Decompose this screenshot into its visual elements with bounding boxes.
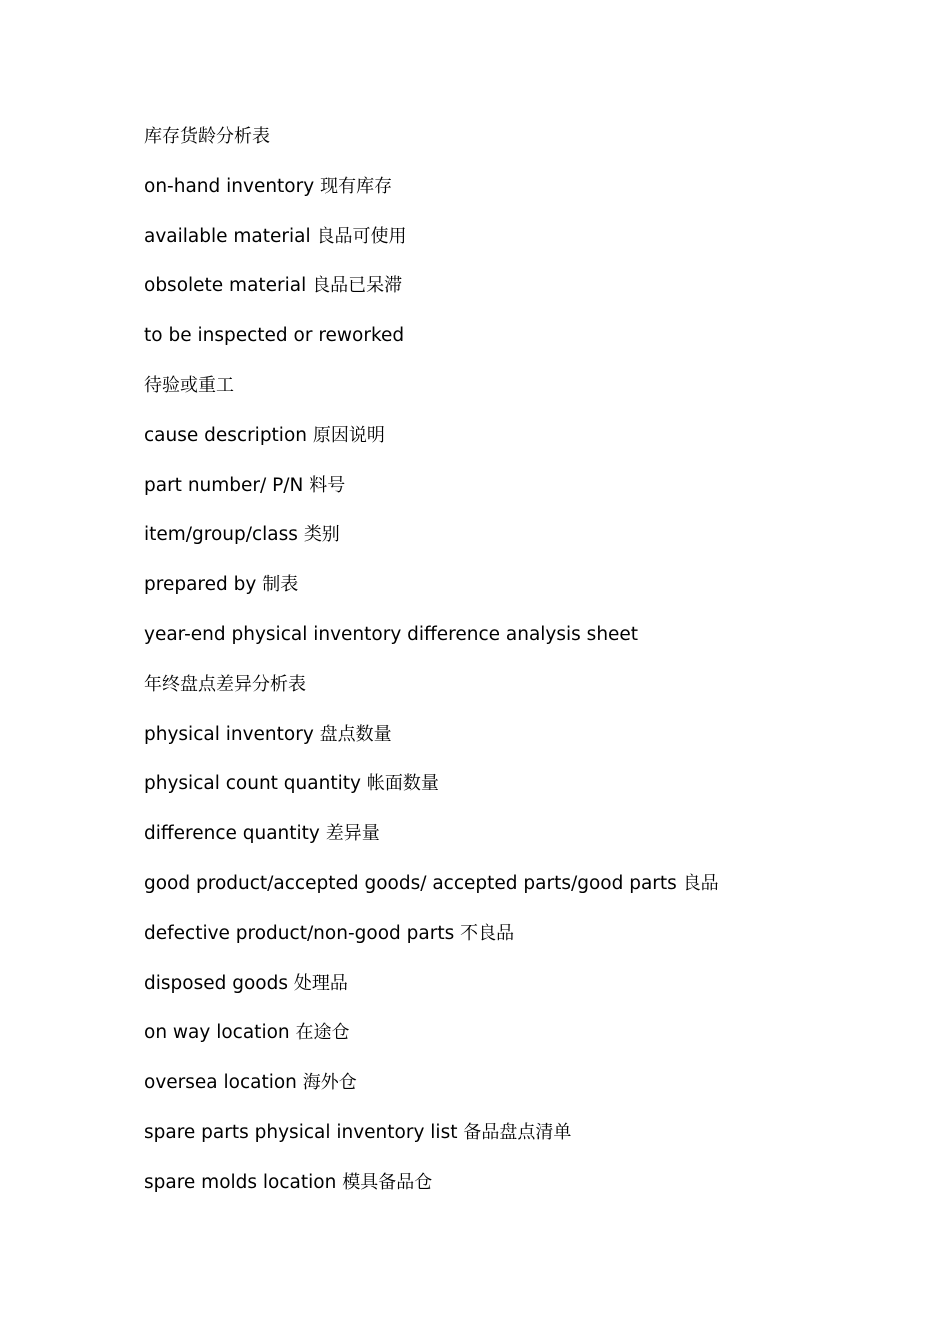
term-en: physical count quantity: [144, 773, 361, 795]
glossary-line: [144, 1118, 904, 1168]
term-en: spare molds location: [144, 1171, 337, 1193]
term-zh: 良品已呆滞: [312, 275, 403, 297]
glossary-line: [144, 1168, 904, 1218]
glossary-line: [144, 620, 904, 670]
term-en: physical inventory: [144, 723, 314, 745]
term-en: item/group/class: [144, 524, 298, 546]
glossary-line: [144, 222, 904, 272]
term-en: oversea location: [144, 1072, 297, 1094]
glossary-line: [144, 1018, 904, 1068]
term-zh: 原因说明: [312, 424, 385, 446]
term-en: disposed goods: [144, 972, 288, 994]
glossary-line: [144, 720, 904, 770]
term-en: year-end physical inventory difference analysis sheet: [144, 623, 639, 645]
glossary-line: [144, 969, 904, 1019]
term-en: cause description: [144, 424, 307, 446]
glossary-line: [144, 421, 904, 471]
term-en: obsolete material: [144, 275, 307, 297]
term-en: good product/accepted goods/ accepted parts/good parts: [144, 872, 677, 894]
glossary-line: [144, 271, 904, 321]
term-zh: 料号: [309, 474, 346, 496]
glossary-line: [144, 869, 904, 919]
glossary-line: [144, 520, 904, 570]
term-en: difference quantity: [144, 823, 320, 845]
term-zh: 帐面数量: [366, 773, 439, 795]
term-zh: 模具备品仓: [342, 1171, 433, 1193]
glossary-list: [144, 122, 904, 1218]
term-en: defective product/non-good parts: [144, 922, 455, 944]
term-zh: 类别: [303, 524, 340, 546]
glossary-line: [144, 1068, 904, 1118]
term-zh: 良品: [682, 872, 719, 894]
term-en: on way location: [144, 1022, 290, 1044]
term-zh: 库存货龄分析表: [144, 126, 270, 147]
term-zh: 现有库存: [320, 175, 393, 197]
term-zh: 备品盘点清单: [463, 1121, 572, 1143]
term-zh: 盘点数量: [319, 723, 392, 745]
glossary-line: [144, 819, 904, 869]
term-zh: 海外仓: [302, 1072, 357, 1094]
term-en: on-hand inventory: [144, 175, 315, 197]
glossary-line: [144, 122, 904, 172]
term-zh: 在途仓: [295, 1022, 350, 1044]
term-zh: 不良品: [460, 922, 515, 944]
term-zh: 制表: [262, 574, 299, 596]
term-zh: 待验或重工: [144, 374, 234, 396]
term-en: to be inspected or reworked: [144, 325, 405, 347]
term-en: part number/ P/N: [144, 474, 304, 496]
glossary-line: [144, 670, 904, 720]
term-zh: 年终盘点差异分析表: [144, 673, 306, 695]
glossary-line: [144, 919, 904, 969]
glossary-line: [144, 570, 904, 620]
term-zh: 处理品: [293, 972, 348, 994]
term-en: available material: [144, 225, 311, 247]
term-en: spare parts physical inventory list: [144, 1121, 458, 1143]
glossary-line: [144, 769, 904, 819]
glossary-line: [144, 321, 904, 371]
term-zh: 良品可使用: [316, 225, 407, 247]
term-en: prepared by: [144, 574, 257, 596]
term-zh: 差异量: [325, 823, 380, 845]
glossary-line: [144, 371, 904, 421]
glossary-line: [144, 172, 904, 222]
glossary-line: [144, 471, 904, 521]
